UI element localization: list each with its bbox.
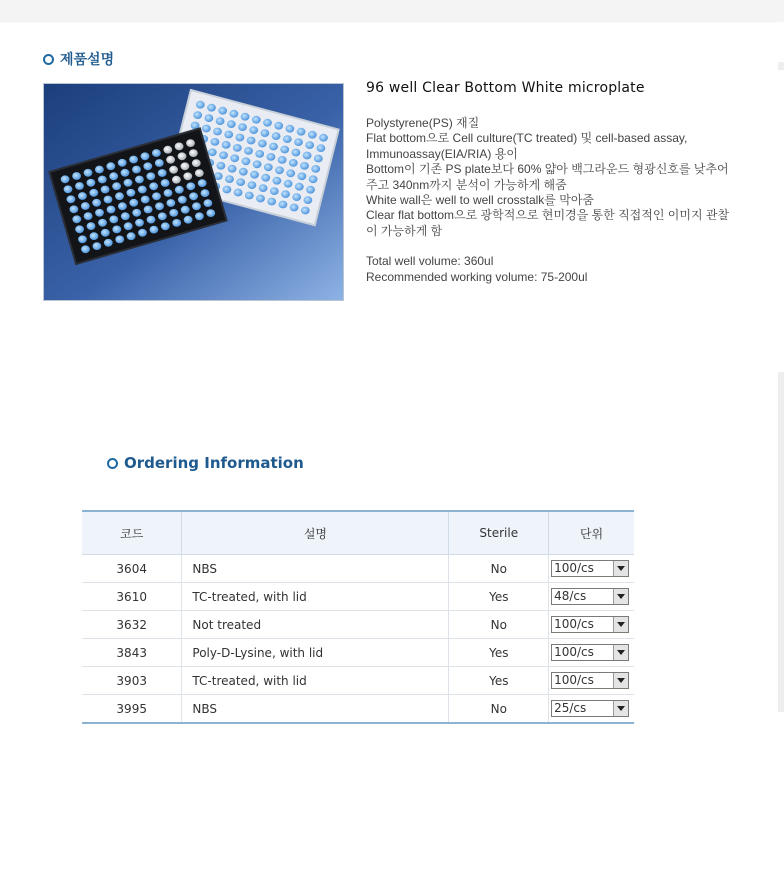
plate-well (230, 110, 239, 118)
column-header-description: 설명 (182, 511, 449, 555)
plate-well (152, 149, 161, 157)
plate-well (121, 212, 130, 220)
plate-well (253, 160, 262, 168)
plate-well (308, 131, 317, 139)
sterile-cell: No (449, 555, 549, 583)
code-cell: 3610 (82, 583, 182, 611)
plate-well (263, 119, 272, 127)
plate-well (106, 162, 115, 170)
plate-well (241, 113, 250, 121)
unit-select-value: 48/cs (554, 589, 587, 603)
description-line: 주고 340nm까지 분석이 가능하게 해줌 (366, 177, 567, 192)
sterile-cell: Yes (449, 583, 549, 611)
plate-well (178, 152, 187, 160)
circle-bullet-icon (107, 458, 118, 469)
plate-well (192, 159, 201, 167)
plate-well (181, 162, 190, 170)
plate-well (161, 222, 170, 230)
plate-well (256, 195, 265, 203)
plate-well (217, 162, 226, 170)
plate-well (245, 192, 254, 200)
plate-well (67, 195, 76, 203)
plate-well (84, 169, 93, 177)
description-line: 이 가능하게 함 (366, 223, 443, 238)
plate-well (183, 172, 192, 180)
plate-well (95, 209, 104, 217)
plate-well (152, 192, 161, 200)
plate-well (230, 154, 239, 162)
plate-well (205, 114, 214, 122)
plate-well (227, 120, 236, 128)
plate-well (166, 156, 175, 164)
plate-well (121, 169, 130, 177)
ordering-section-heading-text: Ordering Information (124, 454, 304, 472)
chevron-down-icon[interactable] (613, 561, 628, 576)
plate-well (92, 199, 101, 207)
plate-well (161, 179, 170, 187)
code-cell: 3604 (82, 555, 182, 583)
plate-well (286, 169, 295, 177)
plate-well (236, 134, 245, 142)
table-row (82, 695, 634, 724)
plate-well (255, 150, 264, 158)
plate-well (72, 215, 81, 223)
plate-well (284, 180, 293, 188)
plate-well (107, 206, 116, 214)
plate-well (118, 159, 127, 167)
code-cell: 3903 (82, 667, 182, 695)
plate-well (129, 199, 138, 207)
plate-well (175, 186, 184, 194)
plate-well (258, 140, 267, 148)
plate-well (149, 182, 158, 190)
plate-well (223, 186, 232, 194)
sterile-cell: No (449, 611, 549, 639)
plate-well (269, 143, 278, 151)
plate-well (213, 128, 222, 136)
plate-well (222, 141, 231, 149)
plate-well (115, 192, 124, 200)
plate-well (143, 162, 152, 170)
sterile-cell: Yes (449, 639, 549, 667)
plate-well (216, 117, 225, 125)
plate-well (75, 225, 84, 233)
plate-well (90, 232, 99, 240)
plate-well (278, 156, 287, 164)
plate-well (118, 202, 127, 210)
plate-well (61, 175, 70, 183)
code-cell: 3843 (82, 639, 182, 667)
plate-well (306, 186, 315, 194)
plate-well (238, 123, 247, 131)
plate-well (249, 126, 258, 134)
microplate-photo-illustration (44, 84, 344, 301)
description-line: Bottom이 기존 PS plate보다 60% 얇아 백그라운드 형광신호를 낮추어 (366, 162, 729, 177)
plate-well (274, 122, 283, 130)
description-cell: NBS (182, 555, 449, 583)
right-edge-mark (778, 62, 784, 70)
product-title: 96 well Clear Bottom White microplate (366, 80, 645, 96)
plate-well (219, 151, 228, 159)
plate-well (98, 219, 107, 227)
plate-well (93, 242, 102, 250)
plate-well (78, 235, 87, 243)
plate-well (207, 104, 216, 112)
plate-well (297, 128, 306, 136)
plate-well (270, 187, 279, 195)
unit-select-value: 100/cs (554, 673, 594, 687)
top-band-line (0, 22, 778, 23)
unit-select-value: 100/cs (554, 645, 594, 659)
plate-well (292, 149, 301, 157)
plate-well (283, 135, 292, 143)
plate-well (87, 179, 96, 187)
column-header-code: 코드 (82, 511, 182, 555)
plate-well (70, 205, 79, 213)
unit-select[interactable] (551, 644, 629, 661)
top-band (0, 0, 784, 22)
plate-well (101, 229, 110, 237)
plate-well (172, 219, 181, 227)
plate-well (300, 162, 309, 170)
plate-well (158, 212, 167, 220)
plate-well (273, 177, 282, 185)
plate-well (124, 179, 133, 187)
plate-well (132, 209, 141, 217)
plate-well (184, 216, 193, 224)
plate-well (244, 147, 253, 155)
description-cell: TC-treated, with lid (182, 583, 449, 611)
plate-well (104, 239, 113, 247)
plate-well (155, 202, 164, 210)
plate-well (234, 189, 243, 197)
product-section-heading-text: 제품설명 (60, 52, 115, 68)
description-cell: TC-treated, with lid (182, 667, 449, 695)
circle-bullet-icon (43, 54, 54, 65)
plate-well (195, 212, 204, 220)
plate-well (208, 148, 217, 156)
plate-well (127, 189, 136, 197)
plate-well (247, 137, 256, 145)
plate-well (193, 111, 202, 119)
unit-select[interactable] (551, 616, 629, 633)
unit-select-value: 100/cs (554, 617, 594, 631)
plate-well (87, 222, 96, 230)
plate-well (138, 186, 147, 194)
plate-well (272, 132, 281, 140)
plate-well (303, 152, 312, 160)
plate-well (264, 163, 273, 171)
plate-well (301, 207, 310, 215)
chevron-down-icon[interactable] (613, 701, 628, 716)
plate-well (84, 212, 93, 220)
plate-well (279, 201, 288, 209)
description-line: White wall은 well to well crosstalk를 막아줌 (366, 193, 595, 208)
plate-well (201, 189, 210, 197)
plate-well (72, 172, 81, 180)
plate-well (158, 169, 167, 177)
plate-well (112, 226, 121, 234)
plate-well (198, 179, 207, 187)
plate-well (202, 125, 211, 133)
code-cell: 3995 (82, 695, 182, 724)
plate-well (261, 129, 270, 137)
code-cell: 3632 (82, 611, 182, 639)
chevron-down-icon[interactable] (613, 589, 628, 604)
table-header-row (82, 511, 634, 555)
unit-select-value: 100/cs (554, 561, 594, 575)
plate-well (164, 189, 173, 197)
plate-well (109, 172, 118, 180)
plate-well (181, 206, 190, 214)
plate-well (250, 171, 259, 179)
chevron-down-icon[interactable] (613, 617, 628, 632)
plate-well (195, 169, 204, 177)
table-row (82, 611, 634, 639)
right-edge-bar (778, 372, 784, 712)
description-line: Clear flat bottom으로 광학적으로 현미경을 통한 직접적인 이미지 관찰 (366, 208, 730, 223)
description-line: Immunoassay(EIA/RIA) 용이 (366, 146, 518, 161)
plate-well (135, 219, 144, 227)
plate-well (305, 141, 314, 149)
plate-well (124, 222, 133, 230)
plate-well (233, 144, 242, 152)
plate-well (127, 232, 136, 240)
plate-well (147, 216, 156, 224)
plate-well (175, 143, 184, 151)
chevron-down-icon[interactable] (613, 673, 628, 688)
plate-well (290, 204, 299, 212)
plate-well (314, 155, 323, 163)
description-cell: NBS (182, 695, 449, 724)
plate-well (267, 153, 276, 161)
description-cell: Poly-D-Lysine, with lid (182, 639, 449, 667)
plate-well (317, 144, 326, 152)
plate-well (224, 131, 233, 139)
table-row (82, 583, 634, 611)
plate-well (89, 189, 98, 197)
plate-well (95, 166, 104, 174)
plate-well (75, 182, 84, 190)
sterile-cell: No (449, 695, 549, 724)
plate-well (252, 116, 261, 124)
plate-well (289, 159, 298, 167)
plate-well (281, 190, 290, 198)
plate-well (112, 182, 121, 190)
plate-well (189, 149, 198, 157)
plate-well (141, 152, 150, 160)
plate-well (178, 196, 187, 204)
plate-well (261, 174, 270, 182)
plate-well (259, 184, 268, 192)
plate-well (167, 199, 176, 207)
plate-well (267, 198, 276, 206)
plate-well (204, 199, 213, 207)
plate-well (192, 202, 201, 210)
plate-well (169, 209, 178, 217)
plate-well (239, 168, 248, 176)
unit-select[interactable] (551, 672, 629, 689)
table-row (82, 639, 634, 667)
plate-well (146, 172, 155, 180)
column-header-sterile: Sterile (449, 511, 549, 555)
plate-well (172, 176, 181, 184)
plate-well (163, 146, 172, 154)
plate-well (309, 175, 318, 183)
product-section-heading (43, 49, 114, 69)
unit-select[interactable] (551, 588, 629, 605)
plate-well (132, 166, 141, 174)
plate-well (196, 101, 205, 109)
plate-well (138, 229, 147, 237)
unit-select[interactable] (551, 560, 629, 577)
plate-well (104, 196, 113, 204)
plate-well (81, 202, 90, 210)
plate-well (228, 165, 237, 173)
plate-well (280, 146, 289, 154)
plate-well (298, 172, 307, 180)
plate-well (206, 209, 215, 217)
plate-well (211, 138, 220, 146)
plate-well (304, 196, 313, 204)
product-description (366, 116, 766, 285)
plate-well (286, 125, 295, 133)
plate-well (189, 192, 198, 200)
plate-well (115, 236, 124, 244)
plate-well (225, 175, 234, 183)
plate-well (242, 157, 251, 165)
plate-well (275, 166, 284, 174)
plate-well (292, 193, 301, 201)
plate-well (236, 178, 245, 186)
plate-well (319, 134, 328, 142)
plate-well (101, 186, 110, 194)
plate-well (218, 107, 227, 115)
table-row (82, 555, 634, 583)
description-line: Flat bottom으로 Cell culture(TC treated) 및 cell-based assay, (366, 131, 688, 146)
plate-well (311, 165, 320, 173)
chevron-down-icon[interactable] (613, 645, 628, 660)
plate-well (144, 206, 153, 214)
plate-well (155, 159, 164, 167)
plate-well (295, 183, 304, 191)
plate-well (98, 176, 107, 184)
unit-select-value: 25/cs (554, 701, 587, 715)
ordering-table (82, 510, 634, 724)
column-header-unit: 단위 (549, 511, 634, 555)
table-row (82, 667, 634, 695)
description-line: Polystyrene(PS) 재질 (366, 116, 480, 130)
plate-well (169, 166, 178, 174)
volume-line: Total well volume: 360ul (366, 254, 494, 269)
plate-well (141, 196, 150, 204)
plate-well (186, 139, 195, 147)
plate-well (150, 226, 159, 234)
plate-well (81, 245, 90, 253)
volume-line: Recommended working volume: 75-200ul (366, 269, 588, 284)
plate-well (135, 176, 144, 184)
description-cell: Not treated (182, 611, 449, 639)
plate-well (109, 216, 118, 224)
unit-select[interactable] (551, 700, 629, 717)
plate-well (78, 192, 87, 200)
plate-well (294, 138, 303, 146)
plate-well (186, 182, 195, 190)
product-photo (43, 83, 344, 301)
plate-well (64, 185, 73, 193)
ordering-section-heading (107, 454, 304, 472)
plate-well (248, 181, 257, 189)
sterile-cell: Yes (449, 667, 549, 695)
plate-well (129, 156, 138, 164)
